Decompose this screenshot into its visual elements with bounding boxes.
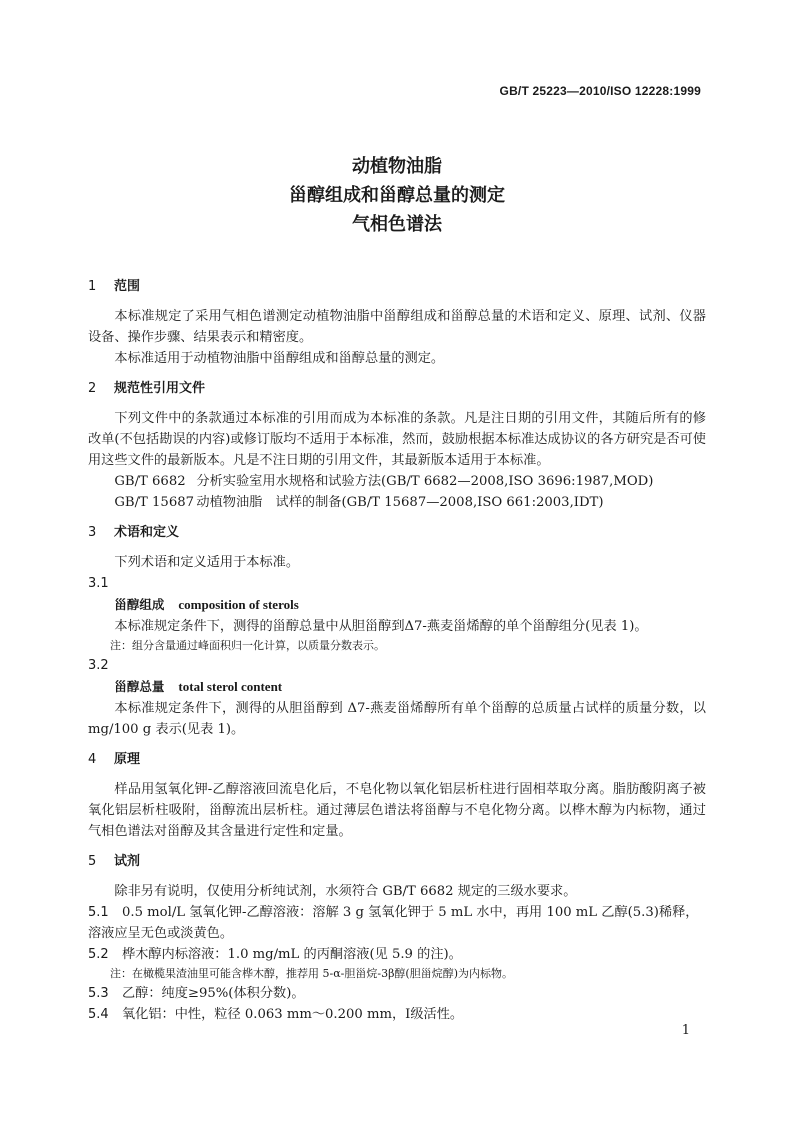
paragraph: 下列文件中的条款通过本标准的引用而成为本标准的条款。凡是注日期的引用文件，其随后所有的修改单(不包括勘误的内容)或修订版均不适用于本标准，然而，鼓励根据本标准达成协议的各方研究是否可使用这些文件的最新版本。凡是不注日期的引用文件，其最新版本适用于本标准。	[88, 411, 706, 468]
paragraph: 样品用氢氧化钾-乙醇溶液回流皂化后，不皂化物以氧化铝层析柱进行固相萃取分离。脂肪酸阴离子被氧化铝层析柱吸附，甾醇流出层析柱。通过薄层色谱法将甾醇与不皂化物分离。以桦木醇为内标物，通过气相色谱法对甾醇及其含量进行定性和定量。	[88, 782, 706, 839]
term-definition: 本标准规定条件下，测得的从胆甾醇到 Δ7-燕麦甾烯醇所有单个甾醇的总质量占试样的质量分数，以 mg/100 g 表示(见表 1)。	[88, 701, 706, 737]
document-title	[0, 152, 794, 239]
reagent-item: 5.4 氧化铝：中性，粒径 0.063 mm～0.200 mm，Ⅰ级活性。	[88, 1007, 464, 1022]
paragraph: 除非另有说明，仅使用分析纯试剂，水须符合 GB/T 6682 规定的三级水要求。	[114, 884, 577, 899]
reagent-item: 5.1 0.5 mol/L 氢氧化钾-乙醇溶液：溶解 3 g 氢氧化钾于 5 mL 水中，再用 100 mL 乙醇(5.3)稀释，溶液应呈无色或淡黄色。	[88, 905, 699, 941]
term-entry: 甾醇总量 total sterol content	[114, 679, 283, 694]
note: 注：在橄榄果渣油里可能含桦木醇，推荐用 5-α-胆甾烷-3β醇(胆甾烷醇)为内标物。	[110, 967, 514, 980]
reagent-item: 5.3 乙醇：纯度≥95%(体积分数)。	[88, 986, 305, 1001]
page-number: 1	[681, 1023, 690, 1038]
section-heading-scope: 1 范围	[88, 279, 141, 294]
term-definition: 本标准规定条件下，测得的甾醇总量中从胆甾醇到Δ7-燕麦甾烯醇的单个甾醇组分(见表 1)。	[114, 619, 648, 634]
paragraph: 下列术语和定义适用于本标准。	[114, 555, 300, 570]
reference-item: GB/T 6682 分析实验室用水规格和试验方法(GB/T 6682—2008,ISO 3696:1987,MOD)	[114, 474, 654, 489]
section-heading-normative-references: 2 规范性引用文件	[88, 381, 206, 396]
section-heading-principle: 4 原理	[88, 752, 141, 767]
title-line-3: 气相色谱法	[352, 214, 442, 235]
clause-number: 3.2	[88, 658, 109, 673]
section-heading-reagents: 5 试剂	[88, 854, 141, 869]
paragraph: 本标准适用于动植物油脂中甾醇组成和甾醇总量的测定。	[114, 351, 445, 366]
clause-number: 3.1	[88, 576, 109, 591]
reference-item: GB/T 15687 动植物油脂 试样的制备(GB/T 15687—2008,ISO 661:2003,IDT)	[114, 495, 604, 510]
section-heading-terms: 3 术语和定义	[88, 525, 180, 540]
title-line-2: 甾醇组成和甾醇总量的测定	[289, 185, 505, 206]
document-body	[88, 276, 706, 1025]
document-code: GB/T 25223—2010/ISO 12228:1999	[499, 84, 701, 98]
reagent-item: 5.2 桦木醇内标溶液：1.0 mg/mL 的丙酮溶液(见 5.9 的注)。	[88, 947, 462, 962]
term-entry: 甾醇组成 composition of sterols	[114, 597, 299, 612]
paragraph: 本标准规定了采用气相色谱测定动植物油脂中甾醇组成和甾醇总量的术语和定义、原理、试剂、仪器设备、操作步骤、结果表示和精密度。	[88, 309, 706, 345]
title-line-1: 动植物油脂	[352, 156, 442, 177]
note: 注：组分含量通过峰面积归一化计算，以质量分数表示。	[110, 639, 385, 652]
